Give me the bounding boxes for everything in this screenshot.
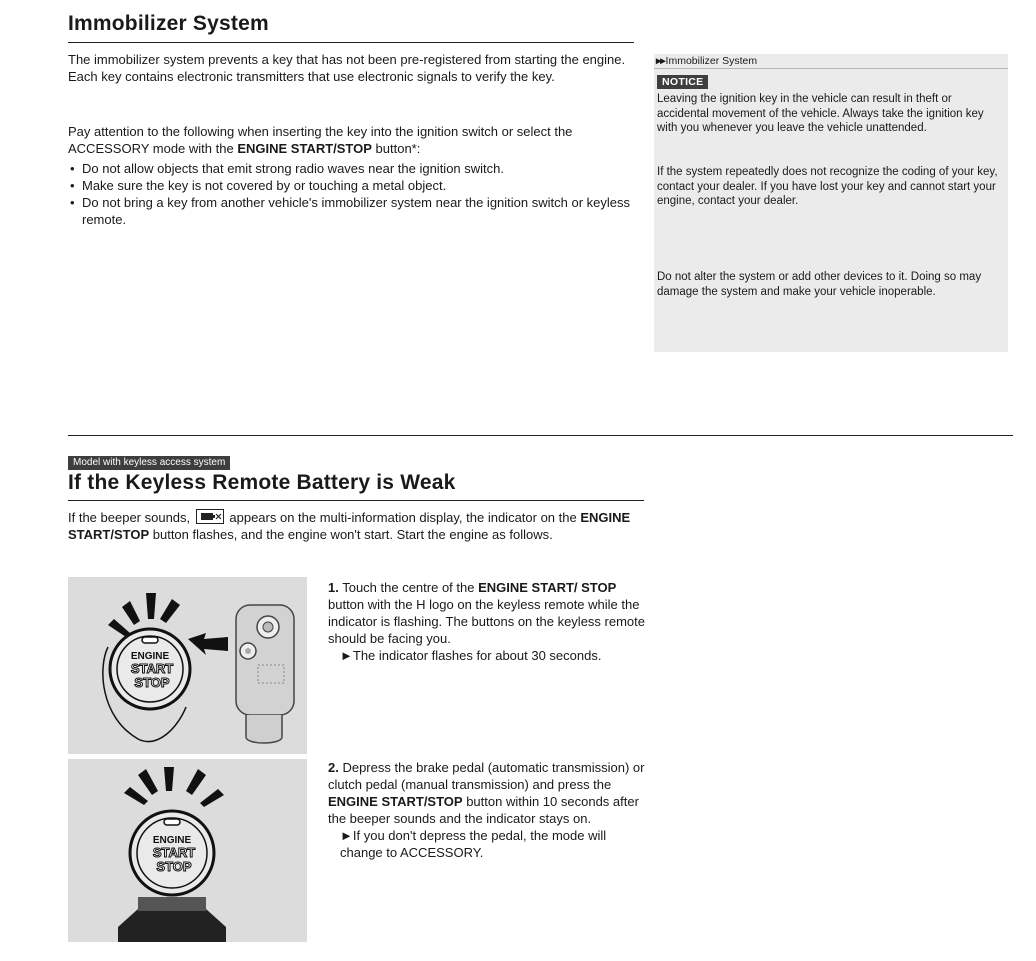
step-2-text <box>328 759 646 827</box>
step-1-text <box>328 579 646 647</box>
step-2-result <box>328 827 646 861</box>
engine-start-stop-term: ENGINE START/ STOP <box>478 580 617 595</box>
step-1-result <box>328 647 646 664</box>
button-text-engine: ENGINE <box>130 651 170 662</box>
sidebar-header <box>656 55 757 68</box>
attention-text-a: Pay attention to the following when inserting the key into the ignition switch or select the ACCESSORY mode with the <box>68 124 573 156</box>
list-item: • Do not allow objects that emit strong radio waves near the ignition switch. <box>68 160 630 177</box>
sidebar-paragraph: If the system repeatedly does not recognize the coding of your key, contact your dealer. If you have lost your key and cannot start your engine, contact your dealer. <box>657 166 998 207</box>
step-number: 2. <box>328 760 339 775</box>
title-rule <box>68 500 644 501</box>
step-number: 1. <box>328 580 339 595</box>
step-1 <box>328 579 646 664</box>
button-text-stop: STOP <box>156 859 192 874</box>
attention-paragraph <box>68 123 628 157</box>
section-title-keyless: If the Keyless Remote Battery is Weak <box>68 471 456 494</box>
triangle-right-icon: ► <box>340 828 353 843</box>
engine-start-stop-term: ENGINE START/STOP <box>328 794 463 809</box>
keyless-intro <box>68 509 648 543</box>
model-badge: Model with keyless access system <box>68 456 230 470</box>
intro-text-c: button flashes, and the engine won't start. Start the engine as follows. <box>149 527 553 542</box>
step-text: button with the H logo on the keyless remote while the indicator is flashing. The buttons on the keyless remote should be facing you. <box>328 597 645 646</box>
illustration-press-button <box>68 759 307 942</box>
sidebar-paragraph: Leaving the ignition key in the vehicle can result in theft or accidental movement of the vehicle. Always take the ignition key with you whenever you leave the vehicle unattended. <box>657 93 984 134</box>
sidebar-rule <box>654 68 1008 69</box>
intro-text-b: appears on the multi-information display, the indicator on the <box>225 510 581 525</box>
button-text-engine: ENGINE <box>152 835 192 846</box>
step-result-text: The indicator flashes for about 30 seconds. <box>352 648 602 663</box>
immobilizer-intro: The immobilizer system prevents a key that has not been pre-registered from starting the engine. Each key contains electronic transmitters that use electronic signals to verify the key. <box>68 52 626 84</box>
notice-label: NOTICE <box>657 75 708 89</box>
remote-battery-warning-icon <box>196 509 224 524</box>
section-divider <box>68 435 1013 436</box>
engine-start-stop-term: ENGINE START/STOP <box>68 510 631 542</box>
title-rule <box>68 42 634 43</box>
triangle-right-icon: ► <box>340 648 353 663</box>
button-text-stop: STOP <box>134 675 170 690</box>
list-item: • Do not bring a key from another vehicle's immobilizer system near the ignition switch or keyless remote. <box>68 194 630 228</box>
list-item: • Make sure the key is not covered by or touching a metal object. <box>68 177 630 194</box>
button-text-start: START <box>130 661 174 676</box>
intro-text-a: If the beeper sounds, <box>68 510 194 525</box>
press-button-illustration <box>68 759 307 942</box>
precaution-list <box>68 160 630 228</box>
step-2 <box>328 759 646 861</box>
step-result-text: If you don't depress the pedal, the mode will change to ACCESSORY. <box>340 828 607 860</box>
section-marker-icon: ▸▸ <box>656 55 665 67</box>
sidebar-paragraph: Do not alter the system or add other devices to it. Doing so may damage the system and make your vehicle inoperable. <box>657 271 982 298</box>
step-text: Touch the centre of the <box>338 580 479 595</box>
step-text: button within 10 seconds after the beeper sounds and the indicator stays on. <box>328 794 639 826</box>
section-title-immobilizer: Immobilizer System <box>68 12 269 35</box>
step-text: Depress the brake pedal (automatic transmission) or clutch pedal (manual transmission) and press the <box>328 760 645 792</box>
touch-button-illustration <box>68 577 307 754</box>
engine-start-stop-term: ENGINE START/STOP <box>237 141 372 156</box>
attention-text-b: button*: <box>371 141 421 156</box>
button-text-start: START <box>152 845 196 860</box>
illustration-touch-button <box>68 577 307 754</box>
sidebar-header-text: Immobilizer System <box>665 55 758 67</box>
